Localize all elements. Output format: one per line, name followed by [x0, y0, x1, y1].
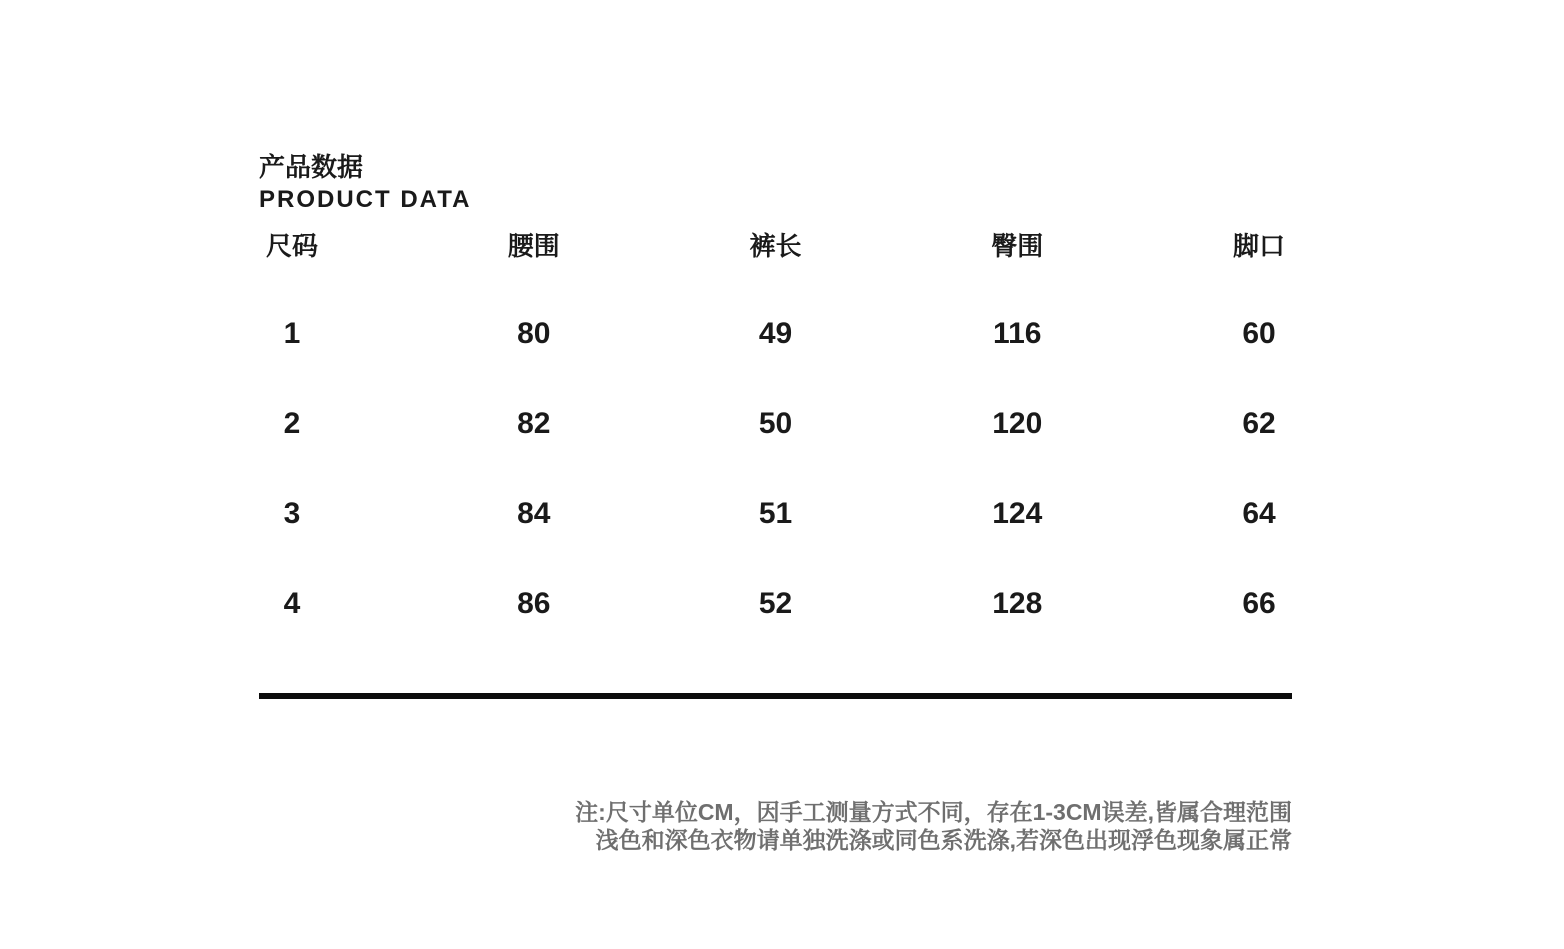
- pant-length-value: 50: [758, 407, 793, 440]
- note-line-1: 注:尺寸单位CM，因手工测量方式不同，存在1-3CM误差,皆属合理范围: [575, 799, 1292, 825]
- table-row: [259, 497, 1292, 531]
- waist-value: 86: [517, 587, 551, 620]
- size-value: 2: [283, 407, 301, 440]
- size-value: 1: [283, 317, 301, 350]
- size-table: [259, 226, 1292, 656]
- leg-opening-value: 60: [1242, 317, 1276, 350]
- title-block: [259, 152, 471, 214]
- column-header-pant-length: 裤长: [749, 231, 802, 261]
- leg-opening-value: 66: [1242, 587, 1276, 620]
- table-row: [259, 407, 1292, 441]
- table-divider: [259, 693, 1292, 699]
- column-header-size: 尺码: [265, 231, 318, 261]
- leg-opening-value: 62: [1242, 407, 1276, 440]
- pant-length-value: 49: [758, 317, 793, 350]
- page-title-chinese: 产品数据: [259, 152, 364, 182]
- column-header-leg-opening: 脚口: [1232, 231, 1285, 261]
- table-row: [259, 587, 1292, 621]
- measurement-note: [575, 798, 1292, 854]
- pant-length-value: 51: [758, 497, 793, 530]
- table-row: [259, 317, 1292, 351]
- hip-value: 124: [992, 497, 1043, 530]
- table-header-row: [259, 226, 1292, 263]
- column-header-hip: 臀围: [991, 231, 1044, 261]
- hip-value: 128: [992, 587, 1043, 620]
- leg-opening-value: 64: [1242, 497, 1276, 530]
- pant-length-value: 52: [758, 587, 793, 620]
- waist-value: 80: [517, 317, 551, 350]
- page-title-english: PRODUCT DATA: [259, 186, 472, 213]
- waist-value: 82: [517, 407, 551, 440]
- size-value: 4: [283, 587, 301, 620]
- hip-value: 116: [993, 317, 1042, 350]
- size-value: 3: [283, 497, 301, 530]
- hip-value: 120: [992, 407, 1043, 440]
- waist-value: 84: [517, 497, 551, 530]
- note-line-2: 浅色和深色衣物请单独洗涤或同色系洗涤,若深色出现浮色现象属正常: [595, 827, 1292, 853]
- column-header-waist: 腰围: [507, 231, 560, 261]
